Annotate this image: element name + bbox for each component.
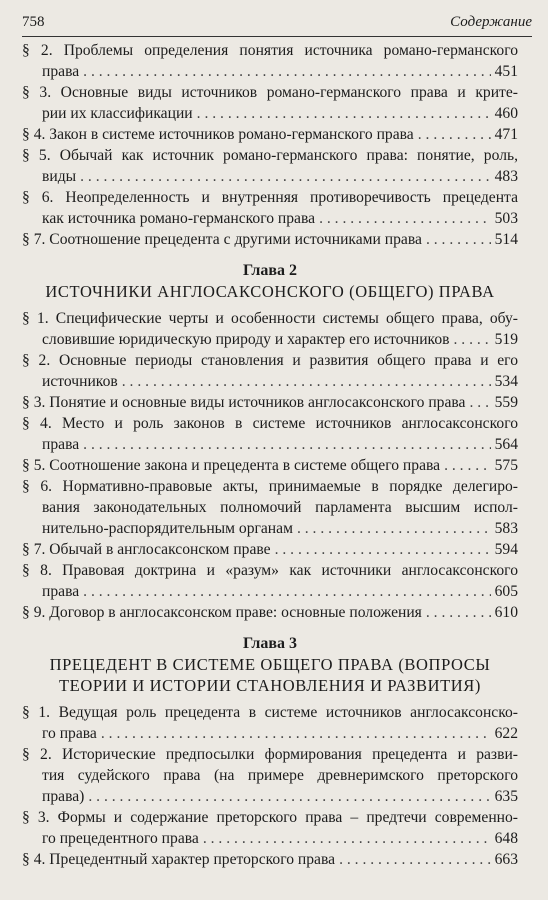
entry-title: го права [42,725,97,742]
entry-line: вания законодательных полномочий парламента высшим испол- [42,499,518,516]
entry-line: § 1. Ведущая роль прецедента в системе источников англосаксонско- [22,704,518,721]
toc-entry[interactable] [22,124,518,145]
entry-title: § 3. Понятие и основные виды источников англосаксонского права [22,394,466,411]
entry-page-number: 451 [494,63,518,80]
toc-entry[interactable] [22,744,518,807]
entry-last-line [22,455,518,476]
entry-last-line [22,392,518,413]
entry-page-number: 635 [494,788,518,805]
leader-dots [339,849,491,870]
entry-title: права [42,583,80,600]
chapter-title [22,654,518,696]
entry-line: § 6. Нормативно-правовые акты, принимаемые в порядке делегиро- [22,478,518,495]
entry-title: § 4. Закон в системе источников романо-германского права [22,126,414,143]
toc-entry[interactable] [22,392,518,413]
toc-entry[interactable] [22,476,518,539]
entry-last-line [42,581,518,602]
leader-dots [444,455,491,476]
page-number: 758 [22,14,45,30]
entry-line: § 8. Правовая доктрина и «разум» как источники англосаксонского [22,562,518,579]
entry-last-line [42,166,518,187]
toc-entry[interactable] [22,145,518,187]
running-header [22,10,532,37]
entry-title: рии их классификации [42,105,193,122]
entry-line: тия судейского права (на примере древнеримского преторского [42,767,518,784]
entry-page-number: 514 [494,231,518,248]
entry-last-line [42,786,518,807]
toc-entry[interactable] [22,413,518,455]
entry-page-number: 471 [494,126,518,143]
entry-last-line [22,539,518,560]
entry-last-line [42,434,518,455]
leader-dots [454,329,491,350]
toc-entry[interactable] [22,602,518,623]
entry-last-line [22,229,518,250]
entry-title: § 7. Обычай в англосаксонском праве [22,541,271,558]
entry-last-line [42,723,518,744]
running-title: Содержание [450,14,532,30]
entry-line: § 6. Неопределенность и внутренняя противоречивость прецедента [22,189,518,206]
leader-dots [83,61,490,82]
entry-last-line [42,208,518,229]
entry-line: § 4. Место и роль законов в системе источников англосаксонского [22,415,518,432]
leader-dots [80,166,490,187]
toc-section [22,634,518,870]
leader-dots [197,103,491,124]
entry-last-line [42,371,518,392]
table-of-contents [22,40,518,870]
toc-entry[interactable] [22,350,518,392]
entry-last-line [42,828,518,849]
toc-entry[interactable] [22,308,518,350]
entry-line: § 3. Формы и содержание преторского права – предтечи современно- [22,809,518,826]
entry-line: § 5. Обычай как источник романо-германского права: понятие, роль, [22,147,518,164]
entry-title: § 5. Соотношение закона и прецедента в системе общего права [22,457,441,474]
entry-page-number: 519 [494,331,518,348]
leader-dots [319,208,491,229]
toc-entry[interactable] [22,187,518,229]
entry-title: го прецедентного права [42,830,199,847]
entry-page-number: 610 [494,604,518,621]
toc-section [22,40,518,250]
entry-title: права [42,436,80,453]
toc-section [22,261,518,623]
entry-page-number: 559 [494,394,518,411]
leader-dots [297,518,491,539]
entry-last-line [22,849,518,870]
entry-page-number: 622 [494,725,518,742]
chapter-heading: Глава 2 [243,262,297,279]
leader-dots [83,581,490,602]
entry-page-number: 564 [494,436,518,453]
toc-entry[interactable] [22,539,518,560]
entry-page-number: 605 [494,583,518,600]
entry-last-line [42,329,518,350]
toc-entry[interactable] [22,807,518,849]
entry-line: § 3. Основные виды источников романо-германского права и крите- [22,84,518,101]
leader-dots [275,539,491,560]
entry-title: нительно-распорядительным органам [42,520,293,537]
entry-page-number: 460 [494,105,518,122]
entry-title: § 7. Соотношение прецедента с другими источниками права [22,231,422,248]
toc-entry[interactable] [22,40,518,82]
entry-last-line [22,124,518,145]
entry-title: виды [42,168,77,185]
entry-page-number: 575 [494,457,518,474]
leader-dots [101,723,491,744]
entry-line: § 2. Исторические предпосылки формирования прецедента и разви- [22,746,518,763]
entry-title: словившие юридическую природу и характер его источников [42,331,450,348]
toc-entry[interactable] [22,560,518,602]
entry-page-number: 663 [494,851,518,868]
leader-dots [88,786,490,807]
chapter-title-line: ИСТОЧНИКИ АНГЛОСАКСОНСКОГО (ОБЩЕГО) ПРАВА [45,282,495,301]
entry-line: § 2. Основные периоды становления и развития общего права и его [22,352,518,369]
entry-title: как источника романо-германского права [42,210,316,227]
leader-dots [122,371,491,392]
toc-entry[interactable] [22,849,518,870]
leader-dots [426,602,491,623]
chapter-title [22,281,518,302]
entry-title: права [42,63,80,80]
entry-page-number: 534 [494,373,518,390]
chapter-title-line: ТЕОРИИ И ИСТОРИИ СТАНОВЛЕНИЯ И РАЗВИТИЯ) [59,676,481,695]
entry-last-line [42,61,518,82]
entry-page-number: 503 [494,210,518,227]
leader-dots [418,124,491,145]
leader-dots [426,229,491,250]
entry-title: права) [42,788,85,805]
entry-title: источников [42,373,118,390]
entry-line: § 1. Специфические черты и особенности системы общего права, обу- [22,310,518,327]
toc-entry[interactable] [22,455,518,476]
entry-page-number: 483 [494,168,518,185]
chapter-title-line: ПРЕЦЕДЕНТ В СИСТЕМЕ ОБЩЕГО ПРАВА (ВОПРОСЫ [49,655,491,674]
toc-entry[interactable] [22,82,518,124]
toc-entry[interactable] [22,702,518,744]
entry-page-number: 648 [494,830,518,847]
entry-page-number: 583 [494,520,518,537]
entry-title: § 9. Договор в англосаксонском праве: основные положения [22,604,422,621]
chapter-heading: Глава 3 [243,635,297,652]
toc-entry[interactable] [22,229,518,250]
entry-title: § 4. Прецедентный характер преторского права [22,851,336,868]
leader-dots [469,392,490,413]
leader-dots [203,828,491,849]
entry-last-line [42,103,518,124]
entry-last-line [42,518,518,539]
entry-page-number: 594 [494,541,518,558]
entry-last-line [22,602,518,623]
leader-dots [83,434,490,455]
entry-line: § 2. Проблемы определения понятия источника романо-германского [22,42,518,59]
